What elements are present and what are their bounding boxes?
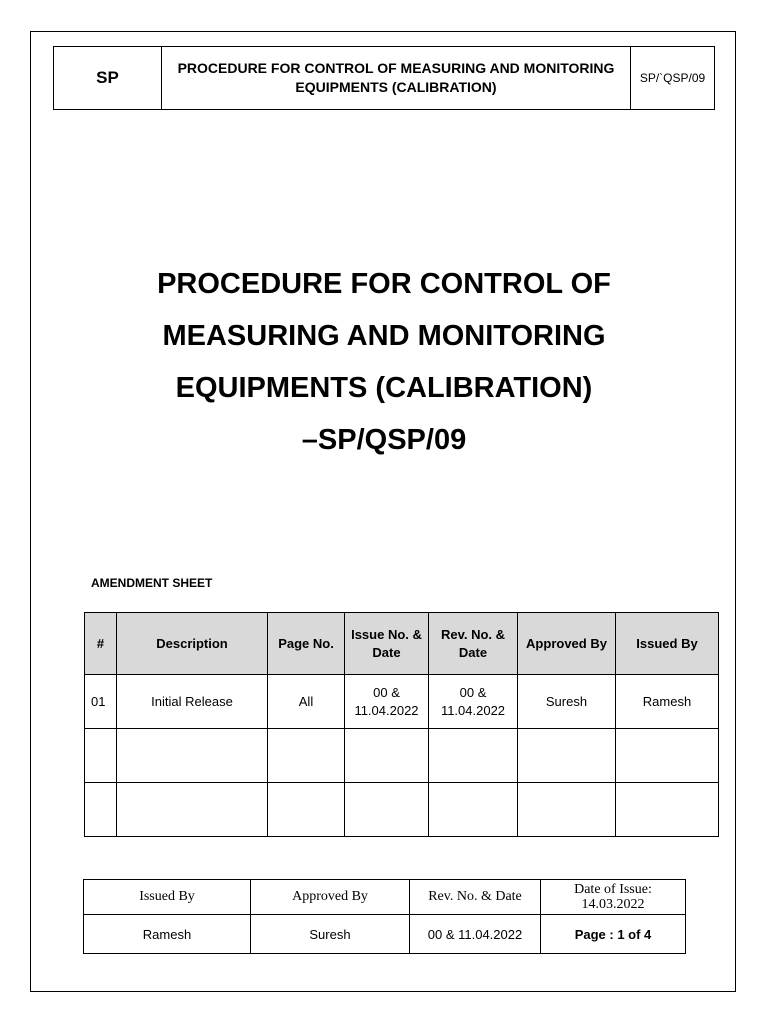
main-title-line-2: MEASURING AND MONITORING — [162, 320, 606, 352]
column-header-description: Description — [117, 613, 268, 675]
footer-rev-value: 00 & 11.04.2022 — [410, 915, 541, 954]
footer-issued-by: Ramesh — [84, 915, 251, 954]
amendment-table — [84, 612, 719, 837]
column-header-rev-no-date: Rev. No. & Date — [429, 613, 518, 675]
date-of-issue-value: 14.03.2022 — [581, 897, 645, 912]
cell-approved-by: Suresh — [518, 675, 616, 729]
empty-cell — [85, 729, 117, 783]
empty-cell — [429, 783, 518, 837]
empty-cell — [117, 783, 268, 837]
empty-cell — [345, 783, 429, 837]
cell-page-no: All — [268, 675, 345, 729]
empty-cell — [268, 729, 345, 783]
column-header-issue-no-date: Issue No. & Date — [345, 613, 429, 675]
footer-approved-by-label: Approved By — [251, 880, 410, 915]
table-row-empty — [85, 729, 719, 783]
empty-cell — [616, 783, 719, 837]
footer-issued-by-label: Issued By — [84, 880, 251, 915]
column-header-approved-by: Approved By — [518, 613, 616, 675]
page-border — [30, 31, 736, 992]
cell-num: 01 — [85, 675, 117, 729]
empty-cell — [616, 729, 719, 783]
column-header-num: # — [85, 613, 117, 675]
date-of-issue-label: Date of Issue: — [574, 882, 652, 897]
amendment-sheet-heading: AMENDMENT SHEET — [91, 576, 213, 590]
empty-cell — [518, 783, 616, 837]
cell-issued-by: Ramesh — [616, 675, 719, 729]
empty-cell — [268, 783, 345, 837]
header-title: PROCEDURE FOR CONTROL OF MEASURING AND MONITORING EQUIPMENTS (CALIBRATION) — [162, 47, 631, 110]
empty-cell — [117, 729, 268, 783]
empty-cell — [429, 729, 518, 783]
cell-rev: 00 & 11.04.2022 — [429, 675, 518, 729]
page-number: Page : 1 of 4 — [541, 915, 686, 954]
main-title-line-4: –SP/QSP/09 — [301, 424, 467, 456]
cell-description: Initial Release — [117, 675, 268, 729]
column-header-issued-by: Issued By — [616, 613, 719, 675]
table-row — [85, 675, 719, 729]
footer-date-of-issue — [541, 880, 686, 915]
column-header-page-no: Page No. — [268, 613, 345, 675]
document-footer — [83, 879, 686, 954]
empty-cell — [518, 729, 616, 783]
main-title — [84, 258, 684, 466]
footer-approved-by: Suresh — [251, 915, 410, 954]
footer-label-row — [84, 880, 686, 915]
table-row-empty — [85, 783, 719, 837]
main-title-line-1: PROCEDURE FOR CONTROL OF — [157, 268, 611, 300]
document-code: SP/`QSP/09 — [631, 47, 715, 110]
main-title-line-3: EQUIPMENTS (CALIBRATION) — [175, 372, 593, 404]
empty-cell — [345, 729, 429, 783]
footer-rev-label: Rev. No. & Date — [410, 880, 541, 915]
footer-value-row — [84, 915, 686, 954]
company-logo-text: SP — [54, 47, 162, 110]
document-header — [53, 46, 715, 110]
amendment-header-row — [85, 613, 719, 675]
empty-cell — [85, 783, 117, 837]
cell-issue: 00 & 11.04.2022 — [345, 675, 429, 729]
